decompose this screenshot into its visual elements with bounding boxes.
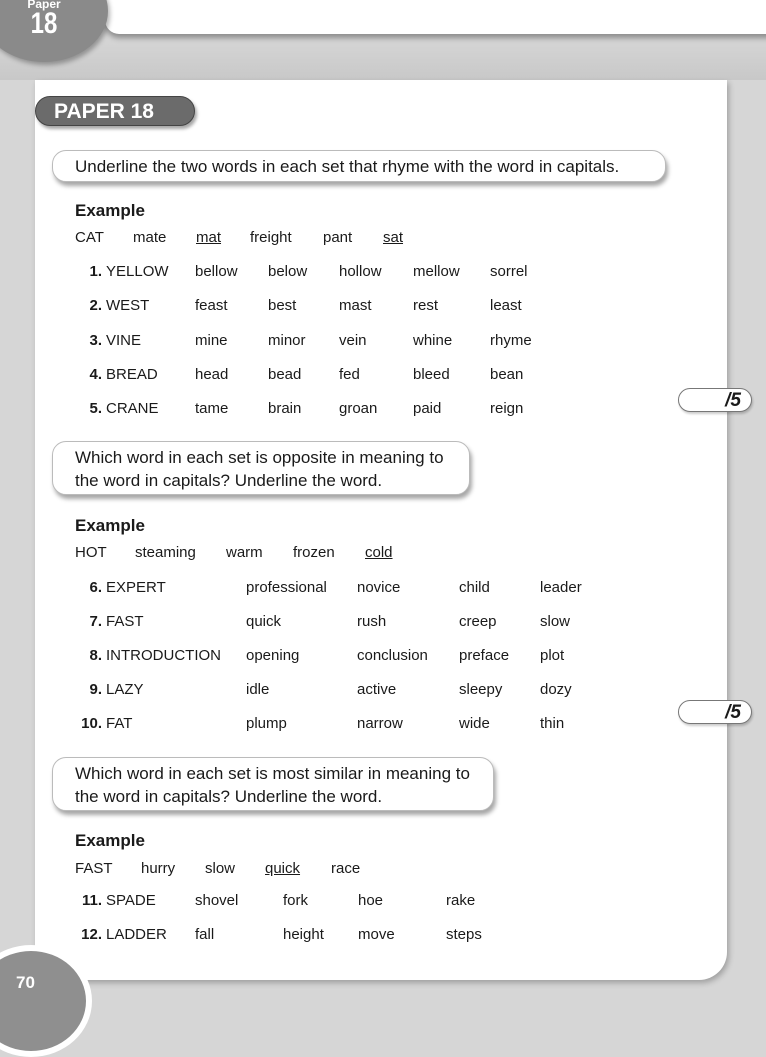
option-word[interactable]: idle [246, 681, 270, 698]
option-word[interactable]: bean [490, 366, 524, 383]
option-word[interactable]: fork [283, 892, 309, 909]
question-capital-word: YELLOW [106, 263, 169, 280]
question-number: 3. [89, 332, 102, 349]
question-number: 12. [81, 926, 102, 943]
question-capital-word: LAZY [106, 681, 144, 698]
question-capital-word: FAT [106, 715, 133, 732]
example-option: slow [205, 860, 236, 877]
question-number: 7. [89, 613, 102, 630]
option-word[interactable]: tame [195, 400, 229, 417]
page-number: 70 [16, 973, 35, 992]
option-word[interactable]: vein [339, 332, 367, 349]
option-word[interactable]: creep [459, 613, 497, 630]
previous-page-edge [105, 0, 766, 34]
question-capital-word: VINE [106, 332, 142, 349]
example-option: sat [383, 229, 404, 246]
question-number: 4. [89, 366, 102, 383]
option-word[interactable]: steps [446, 926, 482, 943]
example-option: race [331, 860, 361, 877]
option-word[interactable]: conclusion [357, 647, 428, 664]
instruction-2: Which word in each set is opposite in meaning to the word in capitals? Underline the word. [52, 441, 470, 495]
option-word[interactable]: shovel [195, 892, 239, 909]
option-word[interactable]: height [283, 926, 324, 943]
question-number: 6. [89, 579, 102, 596]
option-word[interactable]: mast [339, 297, 372, 314]
question-number: 10. [81, 715, 102, 732]
example-heading: Example [75, 831, 145, 850]
example-option: freight [250, 229, 292, 246]
question-number: 8. [89, 647, 102, 664]
option-word[interactable]: professional [246, 579, 327, 596]
option-word[interactable]: quick [246, 613, 282, 630]
option-word[interactable]: thin [540, 715, 565, 732]
option-word[interactable]: least [490, 297, 522, 314]
example-option: pant [323, 229, 353, 246]
option-word[interactable]: rhyme [490, 332, 532, 349]
option-word[interactable]: brain [268, 400, 302, 417]
question-capital-word: WEST [106, 297, 150, 314]
example-option: mate [133, 229, 167, 246]
question-capital-word: BREAD [106, 366, 158, 383]
option-word[interactable]: sorrel [490, 263, 528, 280]
option-word[interactable]: child [459, 579, 490, 596]
example-heading: Example [75, 201, 145, 220]
instruction-3: Which word in each set is most similar in meaning to the word in capitals? Underline the word. [52, 757, 494, 811]
option-word[interactable]: rush [357, 613, 387, 630]
question-number: 11. [81, 892, 102, 909]
example-option: steaming [135, 544, 196, 561]
option-word[interactable]: head [195, 366, 229, 383]
question-number: 1. [89, 263, 102, 280]
option-word[interactable]: fed [339, 366, 360, 383]
option-word[interactable]: active [357, 681, 397, 698]
example-heading: Example [75, 516, 145, 535]
option-word[interactable]: whine [413, 332, 453, 349]
option-word[interactable]: plot [540, 647, 565, 664]
example-option: quick [265, 860, 301, 877]
question-capital-word: FAST [106, 613, 144, 630]
option-word[interactable]: mellow [413, 263, 460, 280]
question-capital-word: INTRODUCTION [106, 647, 221, 664]
example-option: mat [196, 229, 222, 246]
example-option: hurry [141, 860, 176, 877]
paper-title: PAPER 18 [35, 96, 195, 126]
question-number: 5. [89, 400, 102, 417]
score-box: /5 [678, 388, 752, 412]
option-word[interactable]: paid [413, 400, 442, 417]
option-word[interactable]: minor [268, 332, 306, 349]
example-capital-word: CAT [75, 229, 104, 246]
example-capital-word: FAST [75, 860, 113, 877]
option-word[interactable]: opening [246, 647, 300, 664]
question-capital-word: LADDER [106, 926, 167, 943]
example-option: frozen [293, 544, 335, 561]
option-word[interactable]: slow [540, 613, 571, 630]
question-capital-word: CRANE [106, 400, 159, 417]
option-word[interactable]: sleepy [459, 681, 503, 698]
option-word[interactable]: mine [195, 332, 228, 349]
option-word[interactable]: dozy [540, 681, 572, 698]
option-word[interactable]: reign [490, 400, 524, 417]
option-word[interactable]: leader [540, 579, 582, 596]
option-word[interactable]: rest [413, 297, 439, 314]
option-word[interactable]: bead [268, 366, 302, 383]
option-word[interactable]: groan [339, 400, 378, 417]
paper-tab-number: 18 [30, 7, 58, 40]
option-word[interactable]: wide [459, 715, 490, 732]
option-word[interactable]: move [358, 926, 395, 943]
option-word[interactable]: narrow [357, 715, 403, 732]
example-option: warm [226, 544, 263, 561]
example-option: cold [365, 544, 393, 561]
option-word[interactable]: fall [195, 926, 215, 943]
option-word[interactable]: hoe [358, 892, 384, 909]
score-box: /5 [678, 700, 752, 724]
question-capital-word: EXPERT [106, 579, 166, 596]
option-word[interactable]: feast [195, 297, 228, 314]
example-capital-word: HOT [75, 544, 107, 561]
option-word[interactable]: below [268, 263, 308, 280]
option-word[interactable]: bleed [413, 366, 450, 383]
option-word[interactable]: preface [459, 647, 510, 664]
paper-tab-label: Paper [27, 0, 61, 11]
question-number: 2. [89, 297, 102, 314]
option-word[interactable]: bellow [195, 263, 238, 280]
question-capital-word: SPADE [106, 892, 156, 909]
option-word[interactable]: hollow [339, 263, 382, 280]
option-word[interactable]: rake [446, 892, 476, 909]
instruction-1: Underline the two words in each set that rhyme with the word in capitals. [52, 150, 666, 182]
question-number: 9. [89, 681, 102, 698]
option-word[interactable]: best [268, 297, 297, 314]
option-word[interactable]: novice [357, 579, 401, 596]
option-word[interactable]: plump [246, 715, 287, 732]
